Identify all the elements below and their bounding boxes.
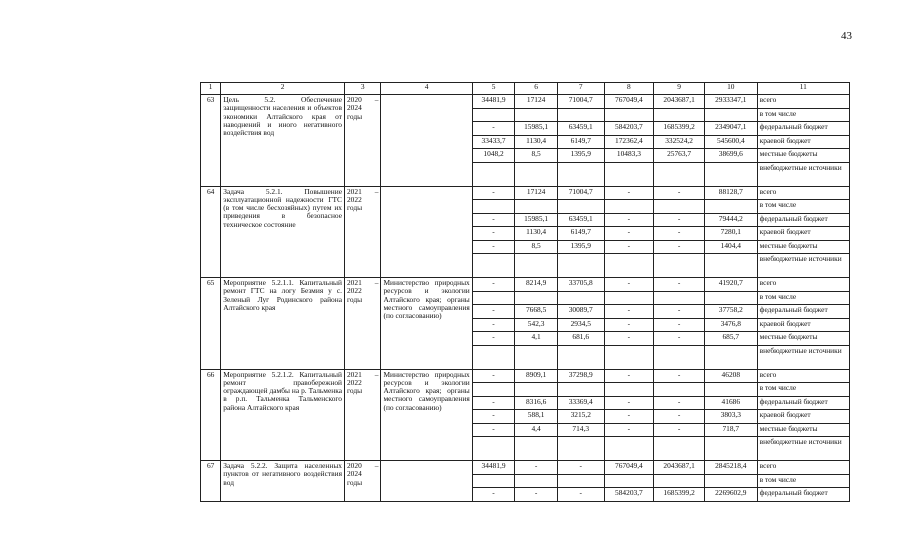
value-cell: 71004,7 — [557, 186, 604, 200]
funding-source-cell: краевой бюджет — [757, 227, 849, 241]
table-header — [201, 83, 850, 95]
value-cell — [604, 474, 654, 488]
table-row — [201, 186, 850, 200]
value-cell: - — [654, 278, 705, 292]
value-cell — [557, 383, 604, 397]
value-cell: 25763,7 — [654, 149, 705, 163]
value-cell: - — [472, 423, 515, 437]
row-period: 2020 – 2024 годы — [344, 95, 381, 187]
funding-source-cell: внебюджетные источники — [757, 254, 849, 278]
value-cell — [515, 474, 558, 488]
value-cell: - — [604, 240, 654, 254]
value-cell: 34481,9 — [472, 95, 515, 109]
column-header: 1 — [201, 83, 221, 95]
table-row — [201, 95, 850, 109]
value-cell: 7280,1 — [704, 227, 757, 241]
funding-source-cell: краевой бюджет — [757, 410, 849, 424]
value-cell — [604, 200, 654, 214]
value-cell: - — [654, 213, 705, 227]
row-executor: Министерство природных ресурсов и экологии Алтайского края; органы местного самоуправления (по согласованию) — [381, 278, 472, 370]
value-cell: 41920,7 — [704, 278, 757, 292]
row-period: 2021 – 2022 годы — [344, 186, 381, 278]
funding-source-cell: всего — [757, 461, 849, 475]
value-cell: 542,3 — [515, 318, 558, 332]
column-header: 4 — [381, 83, 472, 95]
value-cell — [704, 162, 757, 186]
value-cell — [515, 254, 558, 278]
column-header: 9 — [654, 83, 705, 95]
value-cell — [604, 108, 654, 122]
value-cell: - — [472, 122, 515, 136]
column-header: 11 — [757, 83, 849, 95]
value-cell: - — [472, 318, 515, 332]
funding-source-cell: федеральный бюджет — [757, 396, 849, 410]
value-cell: 63459,1 — [557, 213, 604, 227]
funding-source-cell: всего — [757, 369, 849, 383]
value-cell — [557, 345, 604, 369]
funding-source-cell: в том числе — [757, 200, 849, 214]
funding-source-cell: в том числе — [757, 291, 849, 305]
row-index: 65 — [201, 278, 221, 370]
funding-source-cell: внебюджетные источники — [757, 162, 849, 186]
value-cell — [472, 345, 515, 369]
value-cell: 7668,5 — [515, 305, 558, 319]
value-cell: 4,1 — [515, 332, 558, 346]
value-cell: 8,5 — [515, 240, 558, 254]
value-cell — [704, 291, 757, 305]
value-cell: 2043687,1 — [654, 95, 705, 109]
value-cell: 681,6 — [557, 332, 604, 346]
value-cell: 2269602,9 — [704, 488, 757, 502]
value-cell: - — [472, 488, 515, 502]
value-cell: 2934,5 — [557, 318, 604, 332]
value-cell: 2933347,1 — [704, 95, 757, 109]
value-cell: - — [472, 410, 515, 424]
value-cell: 588,1 — [515, 410, 558, 424]
value-cell: 8,5 — [515, 149, 558, 163]
value-cell: - — [654, 423, 705, 437]
value-cell: - — [604, 278, 654, 292]
value-cell: 1404,4 — [704, 240, 757, 254]
value-cell: 79444,2 — [704, 213, 757, 227]
value-cell: 8214,9 — [515, 278, 558, 292]
value-cell: 2349047,1 — [704, 122, 757, 136]
column-header: 2 — [221, 83, 345, 95]
value-cell — [472, 108, 515, 122]
value-cell: 71004,7 — [557, 95, 604, 109]
value-cell: - — [604, 332, 654, 346]
value-cell — [472, 383, 515, 397]
column-header: 10 — [704, 83, 757, 95]
row-period: 2021 – 2022 годы — [344, 278, 381, 370]
value-cell: - — [604, 305, 654, 319]
value-cell: - — [604, 423, 654, 437]
value-cell — [515, 437, 558, 461]
value-cell — [515, 108, 558, 122]
row-executor — [381, 461, 472, 502]
row-index: 64 — [201, 186, 221, 278]
funding-source-cell: местные бюджеты — [757, 332, 849, 346]
value-cell: 8316,6 — [515, 396, 558, 410]
value-cell: 33705,8 — [557, 278, 604, 292]
value-cell: 6149,7 — [557, 227, 604, 241]
column-header: 8 — [604, 83, 654, 95]
value-cell: - — [472, 332, 515, 346]
value-cell: 63459,1 — [557, 122, 604, 136]
value-cell: - — [654, 369, 705, 383]
header-row — [201, 83, 850, 95]
funding-source-cell: местные бюджеты — [757, 423, 849, 437]
value-cell: 30089,7 — [557, 305, 604, 319]
value-cell — [557, 254, 604, 278]
value-cell: - — [472, 305, 515, 319]
value-cell — [472, 162, 515, 186]
value-cell: 767049,4 — [604, 95, 654, 109]
value-cell — [557, 108, 604, 122]
funding-source-cell: в том числе — [757, 383, 849, 397]
value-cell: 767049,4 — [604, 461, 654, 475]
value-cell: 15985,1 — [515, 122, 558, 136]
value-cell — [704, 254, 757, 278]
page-number: 43 — [841, 30, 852, 42]
value-cell: 6149,7 — [557, 135, 604, 149]
value-cell: - — [604, 213, 654, 227]
funding-source-cell: всего — [757, 95, 849, 109]
row-description: Цель 5.2. Обеспечение защищенности населения и объектов экономики Алтайского края от наводнений и иного негативного воздействия вод — [221, 95, 345, 187]
value-cell — [654, 383, 705, 397]
row-description: Мероприятие 5.2.1.1. Капитальный ремонт ГТС на логу Безмия у с. Зеленый Луг Родинского района Алтайского края — [221, 278, 345, 370]
value-cell: 3215,2 — [557, 410, 604, 424]
value-cell — [654, 162, 705, 186]
value-cell: 2043687,1 — [654, 461, 705, 475]
value-cell: 46208 — [704, 369, 757, 383]
value-cell — [515, 162, 558, 186]
row-index: 66 — [201, 369, 221, 461]
value-cell: 714,3 — [557, 423, 604, 437]
value-cell — [654, 200, 705, 214]
value-cell — [515, 200, 558, 214]
value-cell: 88128,7 — [704, 186, 757, 200]
column-header: 3 — [344, 83, 381, 95]
value-cell — [557, 200, 604, 214]
value-cell — [704, 200, 757, 214]
value-cell — [604, 162, 654, 186]
value-cell — [704, 345, 757, 369]
value-cell — [472, 437, 515, 461]
row-period: 2021 – 2022 годы — [344, 369, 381, 461]
value-cell: - — [472, 227, 515, 241]
value-cell: 1395,9 — [557, 149, 604, 163]
value-cell: 1130,4 — [515, 135, 558, 149]
row-period: 2020 – 2024 годы — [344, 461, 381, 502]
value-cell: - — [604, 186, 654, 200]
value-cell: 545600,4 — [704, 135, 757, 149]
value-cell: - — [604, 410, 654, 424]
value-cell: 37298,9 — [557, 369, 604, 383]
funding-source-cell: в том числе — [757, 474, 849, 488]
value-cell: 17124 — [515, 186, 558, 200]
value-cell: 1048,2 — [472, 149, 515, 163]
table-body — [201, 95, 850, 502]
table-row — [201, 369, 850, 383]
funding-source-cell: всего — [757, 186, 849, 200]
value-cell: 4,4 — [515, 423, 558, 437]
funding-source-cell: в том числе — [757, 108, 849, 122]
row-index: 63 — [201, 95, 221, 187]
value-cell — [557, 474, 604, 488]
value-cell: - — [604, 369, 654, 383]
value-cell: 17124 — [515, 95, 558, 109]
value-cell: - — [604, 318, 654, 332]
funding-source-cell: местные бюджеты — [757, 149, 849, 163]
row-executor: Министерство природных ресурсов и экологии Алтайского края; органы местного самоуправления (по согласованию) — [381, 369, 472, 461]
value-cell: 3476,8 — [704, 318, 757, 332]
value-cell: 38699,6 — [704, 149, 757, 163]
value-cell: - — [472, 369, 515, 383]
value-cell: - — [604, 227, 654, 241]
row-description: Задача 5.2.2. Защита населенных пунктов от негативного воздействия вод — [221, 461, 345, 502]
value-cell: - — [654, 396, 705, 410]
value-cell: 718,7 — [704, 423, 757, 437]
value-cell: - — [654, 240, 705, 254]
value-cell — [557, 437, 604, 461]
value-cell — [654, 291, 705, 305]
value-cell: - — [604, 396, 654, 410]
value-cell: - — [472, 278, 515, 292]
value-cell: 33433,7 — [472, 135, 515, 149]
value-cell: - — [515, 488, 558, 502]
value-cell: 2845218,4 — [704, 461, 757, 475]
value-cell: 172362,4 — [604, 135, 654, 149]
value-cell: 37758,2 — [704, 305, 757, 319]
value-cell — [604, 345, 654, 369]
value-cell — [704, 437, 757, 461]
value-cell: - — [654, 410, 705, 424]
value-cell: - — [472, 186, 515, 200]
value-cell: - — [472, 396, 515, 410]
value-cell — [472, 474, 515, 488]
value-cell: - — [557, 461, 604, 475]
value-cell: - — [654, 305, 705, 319]
value-cell: - — [654, 332, 705, 346]
funding-source-cell: федеральный бюджет — [757, 488, 849, 502]
value-cell — [704, 383, 757, 397]
value-cell: 33369,4 — [557, 396, 604, 410]
value-cell: 685,7 — [704, 332, 757, 346]
value-cell: - — [557, 488, 604, 502]
value-cell: - — [472, 213, 515, 227]
value-cell: - — [654, 186, 705, 200]
value-cell: 34481,9 — [472, 461, 515, 475]
value-cell — [557, 291, 604, 305]
value-cell — [472, 291, 515, 305]
funding-source-cell: краевой бюджет — [757, 318, 849, 332]
value-cell — [604, 437, 654, 461]
value-cell: 8909,1 — [515, 369, 558, 383]
value-cell: 332524,2 — [654, 135, 705, 149]
value-cell: 1685399,2 — [654, 122, 705, 136]
value-cell — [472, 200, 515, 214]
value-cell — [604, 383, 654, 397]
funding-source-cell: внебюджетные источники — [757, 345, 849, 369]
value-cell: 1685399,2 — [654, 488, 705, 502]
value-cell — [654, 254, 705, 278]
value-cell — [654, 437, 705, 461]
value-cell: - — [472, 240, 515, 254]
value-cell — [654, 345, 705, 369]
funding-source-cell: всего — [757, 278, 849, 292]
row-index: 67 — [201, 461, 221, 502]
value-cell — [515, 383, 558, 397]
value-cell: 41686 — [704, 396, 757, 410]
value-cell — [654, 108, 705, 122]
value-cell — [515, 291, 558, 305]
value-cell — [472, 254, 515, 278]
value-cell: 1130,4 — [515, 227, 558, 241]
value-cell: 3803,3 — [704, 410, 757, 424]
column-header: 7 — [557, 83, 604, 95]
value-cell: 584203,7 — [604, 122, 654, 136]
funding-source-cell: краевой бюджет — [757, 135, 849, 149]
table-row — [201, 461, 850, 475]
row-executor — [381, 186, 472, 278]
value-cell — [704, 474, 757, 488]
budget-table — [200, 82, 850, 502]
value-cell — [654, 474, 705, 488]
value-cell: - — [654, 227, 705, 241]
value-cell: 584203,7 — [604, 488, 654, 502]
value-cell: 15985,1 — [515, 213, 558, 227]
value-cell: - — [654, 318, 705, 332]
value-cell — [515, 345, 558, 369]
value-cell — [604, 291, 654, 305]
row-executor — [381, 95, 472, 187]
column-header: 5 — [472, 83, 515, 95]
row-description: Задача 5.2.1. Повышение эксплуатационной надежности ГТС (в том числе бесхозяйных) путем их приведения в безопасное техническое состояние — [221, 186, 345, 278]
value-cell — [704, 108, 757, 122]
funding-source-cell: местные бюджеты — [757, 240, 849, 254]
value-cell: - — [515, 461, 558, 475]
value-cell — [557, 162, 604, 186]
funding-source-cell: внебюджетные источники — [757, 437, 849, 461]
value-cell — [604, 254, 654, 278]
row-description: Мероприятие 5.2.1.2. Капитальный ремонт правобережной ограждающей дамбы на р. Тальменка в р.п. Тальменка Тальменского района Алтайского края — [221, 369, 345, 461]
funding-source-cell: федеральный бюджет — [757, 122, 849, 136]
funding-source-cell: федеральный бюджет — [757, 213, 849, 227]
value-cell: 10483,3 — [604, 149, 654, 163]
funding-source-cell: федеральный бюджет — [757, 305, 849, 319]
column-header: 6 — [515, 83, 558, 95]
table-row — [201, 278, 850, 292]
value-cell: 1395,9 — [557, 240, 604, 254]
